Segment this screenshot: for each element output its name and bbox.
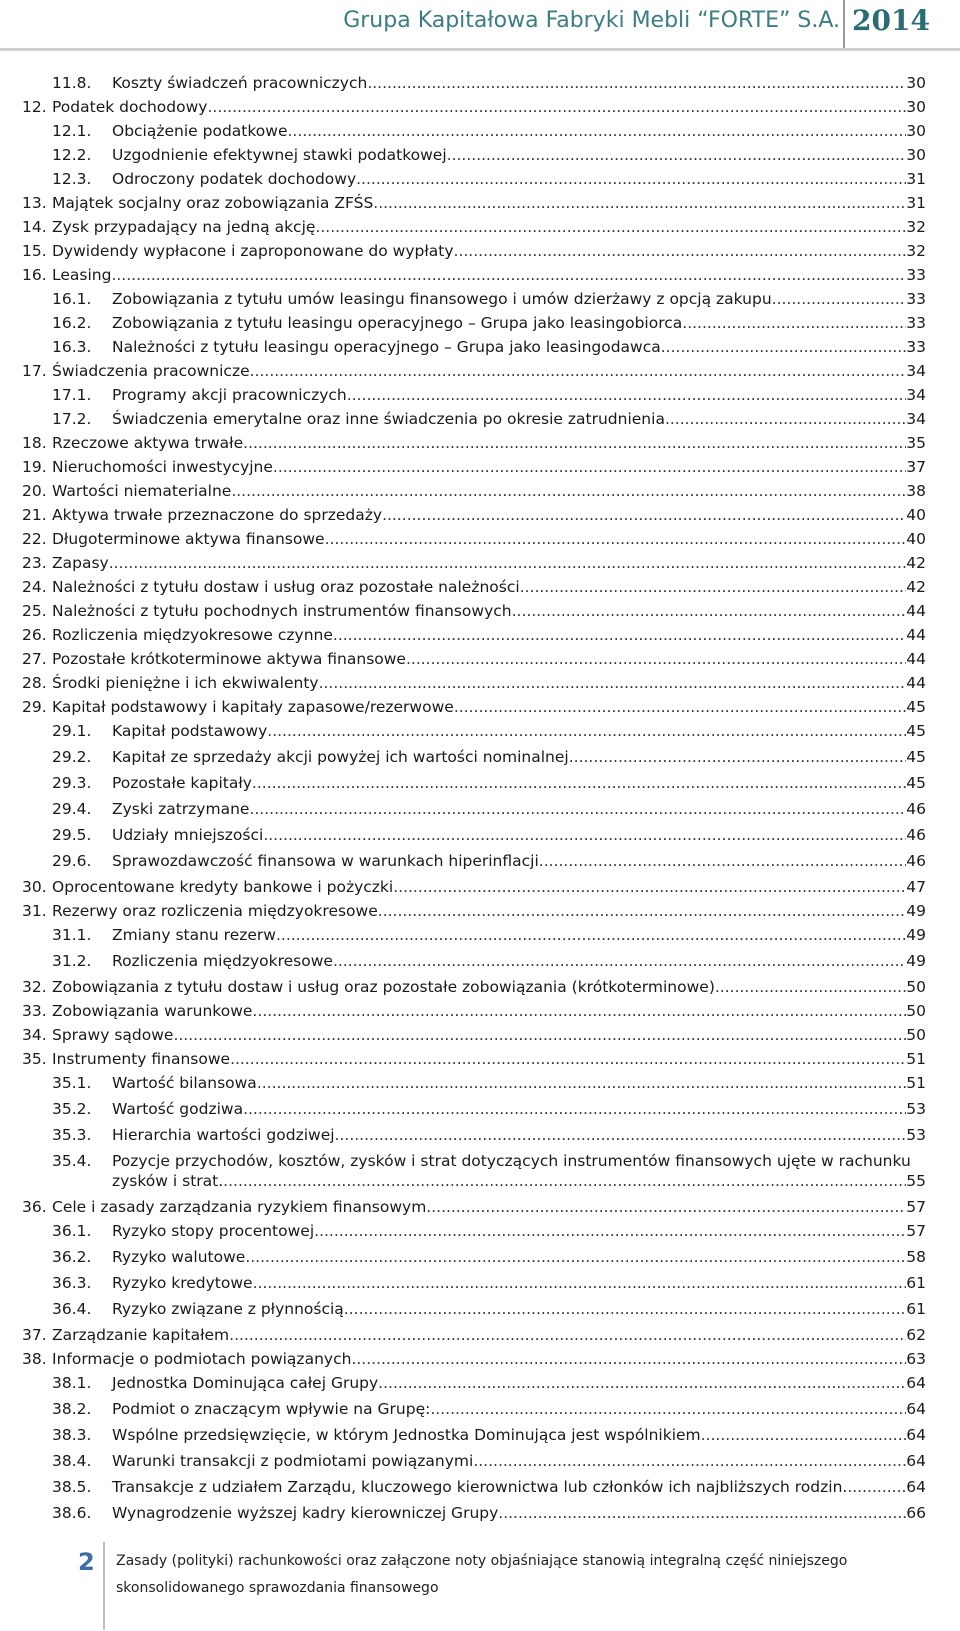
dot-leader [847, 1477, 906, 1497]
toc-entry-number: 38.2. [52, 1400, 92, 1418]
toc-entry-page: 33 [906, 266, 926, 284]
dot-leader [314, 1221, 906, 1241]
toc-entry-number: 12.1. [52, 122, 92, 140]
toc-entry-number: 31. [22, 902, 47, 920]
toc-entry-page: 50 [906, 1002, 926, 1020]
dot-leader [325, 529, 907, 549]
toc-entry-page: 64 [906, 1452, 926, 1470]
dot-leader [252, 773, 906, 793]
toc-entry-number: 27. [22, 650, 47, 668]
toc-entry-number: 29.2. [52, 748, 92, 766]
header-year: 2014 [852, 4, 930, 37]
toc-entry-title: Należności z tytułu pochodnych instrumentów finansowych [52, 602, 512, 620]
dot-leader [252, 1001, 906, 1021]
toc-entry-title: Wynagrodzenie wyższej kadry kierowniczej Grupy [112, 1504, 499, 1522]
toc-entry-title: Wartość godziwa [112, 1100, 244, 1118]
toc-entry-page: 57 [906, 1198, 926, 1216]
toc-entry-title: Transakcje z udziałem Zarządu, kluczowego kierownictwa lub członków ich najbliższych rodzin. [112, 1478, 848, 1496]
toc-entry-page: 34 [906, 410, 926, 428]
toc-entry-title: Rzeczowe aktywa trwałe [52, 434, 244, 452]
toc-entry-page: 64 [906, 1374, 926, 1392]
dot-leader [245, 1247, 906, 1267]
toc-entry-page: 57 [906, 1222, 926, 1240]
toc-entry-page: 45 [906, 748, 926, 766]
toc-entry-number: 16.3. [52, 338, 92, 356]
toc-entry-number: 18. [22, 434, 47, 452]
toc-entry-title: Długoterminowe aktywa finansowe [52, 530, 325, 548]
toc-entry-number: 36. [22, 1198, 47, 1216]
page-footer [0, 1526, 960, 1631]
dot-leader [223, 1171, 906, 1191]
toc-entry-number: 29. [22, 698, 47, 716]
toc-entry-title: Rozliczenia międzyokresowe [112, 952, 333, 970]
footer-divider [103, 1542, 105, 1630]
toc-entry-number: 26. [22, 626, 47, 644]
toc-entry-page: 33 [906, 290, 926, 308]
toc-entry-number: 38.6. [52, 1504, 92, 1522]
toc-entry-number: 37. [22, 1326, 47, 1344]
toc-entry-page: 46 [906, 852, 926, 870]
toc-entry-number: 16.1. [52, 290, 92, 308]
toc-entry-title: Świadczenia emerytalne oraz inne świadczenia po okresie zatrudnienia [112, 410, 665, 428]
toc-entry-number: 11.8. [52, 74, 92, 92]
toc-entry-number: 36.3. [52, 1274, 92, 1292]
toc-entry-title: Rezerwy oraz rozliczenia międzyokresowe [52, 902, 378, 920]
toc-entry-title: Uzgodnienie efektywnej stawki podatkowej [112, 146, 447, 164]
dot-leader [231, 481, 906, 501]
toc-entry-page: 49 [906, 926, 926, 944]
toc-entry-number: 35.3. [52, 1126, 92, 1144]
dot-leader [288, 121, 907, 141]
toc-entry-page: 40 [906, 530, 926, 548]
toc-entry-title: Zmiany stanu rezerw [112, 926, 276, 944]
dot-leader [665, 409, 906, 429]
dot-leader [382, 505, 906, 525]
toc-entry-number: 31.1. [52, 926, 92, 944]
toc-entry-page: 61 [906, 1274, 926, 1292]
dot-leader [772, 289, 907, 309]
toc-entry-page: 37 [906, 458, 926, 476]
toc-entry-title: Ryzyko walutowe [112, 1248, 246, 1266]
dot-leader [333, 625, 906, 645]
toc-entry-title: Pozostałe kapitały [112, 774, 252, 792]
toc-entry-page: 58 [906, 1248, 926, 1266]
toc-entry-page: 51 [906, 1074, 926, 1092]
toc-entry-title: Kapitał ze sprzedaży akcji powyżej ich wartości nominalnej [112, 748, 569, 766]
toc-entry-title: Jednostka Dominująca całej Grupy [112, 1374, 379, 1392]
dot-leader [661, 337, 907, 357]
toc-entry-number: 19. [22, 458, 47, 476]
toc-entry-page: 46 [906, 800, 926, 818]
toc-entry-title: Ryzyko związane z płynnością [112, 1300, 344, 1318]
dot-leader [333, 951, 906, 971]
dot-leader [539, 851, 906, 871]
toc-entry-title: Warunki transakcji z podmiotami powiązanymi [112, 1452, 474, 1470]
toc-entry-number: 29.5. [52, 826, 92, 844]
dot-leader [430, 1399, 906, 1419]
dot-leader [373, 193, 906, 213]
dot-leader [249, 799, 906, 819]
dot-leader [257, 1073, 906, 1093]
dot-leader [111, 265, 906, 285]
dot-leader [267, 721, 906, 741]
page-header [0, 0, 960, 48]
toc-entry-page: 33 [906, 314, 926, 332]
toc-entry-page: 49 [906, 902, 926, 920]
footer-text: Zasady (polityki) rachunkowości oraz załączone noty objaśniające stanowią integralną część niniejszego skonsolidowanego sprawozdania finansowego [116, 1553, 848, 1596]
dot-leader [701, 1425, 907, 1445]
toc-entry-number: 16. [22, 266, 47, 284]
toc-entry-number: 38. [22, 1350, 47, 1368]
toc-entry-number: 35.4. [52, 1152, 92, 1170]
toc-entry-title: Kapitał podstawowy i kapitały zapasowe/rezerwowe [52, 698, 454, 716]
dot-leader [393, 877, 906, 897]
toc-entry-page: 53 [906, 1100, 926, 1118]
toc-entry-page: 30 [906, 98, 926, 116]
dot-leader [682, 313, 906, 333]
toc-entry-number: 29.6. [52, 852, 92, 870]
toc-entry-title: Cele i zasady zarządzania ryzykiem finansowym [52, 1198, 427, 1216]
dot-leader [378, 1373, 906, 1393]
toc-entry-page: 38 [906, 482, 926, 500]
toc-entry-page: 46 [906, 826, 926, 844]
dot-leader [250, 361, 907, 381]
toc-entry-number: 21. [22, 506, 47, 524]
dot-leader [276, 925, 906, 945]
toc-entry-number: 36.2. [52, 1248, 92, 1266]
toc-entry-page: 33 [906, 338, 926, 356]
dot-leader [263, 825, 906, 845]
toc-entry-title: Odroczony podatek dochodowy [112, 170, 357, 188]
toc-entry-title: Hierarchia wartości godziwej [112, 1126, 335, 1144]
dot-leader [230, 1049, 906, 1069]
toc-entry-number: 24. [22, 578, 47, 596]
toc-entry-title: Aktywa trwałe przeznaczone do sprzedaży [52, 506, 383, 524]
toc-entry-title: Wartość bilansowa [112, 1074, 257, 1092]
toc-entry-title: Majątek socjalny oraz zobowiązania ZFŚS [52, 194, 374, 212]
toc-entry-number: 12. [22, 98, 47, 116]
dot-leader [356, 169, 906, 189]
toc-entry-number: 29.4. [52, 800, 92, 818]
toc-entry-title: Udziały mniejszości [112, 826, 264, 844]
toc-entry-page: 32 [906, 218, 926, 236]
toc-entry-page: 35 [906, 434, 926, 452]
toc-entry-page: 30 [906, 122, 926, 140]
toc-entry-title: Zarządzanie kapitałem [52, 1326, 230, 1344]
toc-entry-page: 50 [906, 1026, 926, 1044]
toc-entry-number: 38.4. [52, 1452, 92, 1470]
toc-entry-number: 17.1. [52, 386, 92, 404]
toc-entry-title: Wspólne przedsięwzięcie, w którym Jednostka Dominująca jest wspólnikiem [112, 1426, 701, 1444]
dot-leader [426, 1197, 906, 1217]
dot-leader [315, 217, 906, 237]
toc-entry-title: Ryzyko stopy procentowej [112, 1222, 315, 1240]
dot-leader [335, 1125, 907, 1145]
toc-entry-title: Zobowiązania z tytułu umów leasingu finansowego i umów dzierżawy z opcją zakupu [112, 290, 772, 308]
dot-leader [273, 457, 906, 477]
dot-leader [344, 1299, 906, 1319]
toc-entry-title: Sprawozdawczość finansowa w warunkach hiperinflacji [112, 852, 539, 870]
dot-leader [454, 241, 907, 261]
toc-entry-page: 34 [906, 362, 926, 380]
toc-entry-title: Zysk przypadający na jedną akcję [52, 218, 316, 236]
toc-entry-page: 49 [906, 952, 926, 970]
toc-entry-number: 35.2. [52, 1100, 92, 1118]
toc-entry-number: 12.2. [52, 146, 92, 164]
toc-entry-title: Pozycje przychodów, kosztów, zysków i strat dotyczących instrumentów finansowych ujęte w rachunku [112, 1152, 911, 1170]
toc-entry-title: zysków i strat. [112, 1172, 224, 1190]
toc-entry-page: 53 [906, 1126, 926, 1144]
toc-entry-title: Ryzyko kredytowe [112, 1274, 253, 1292]
toc-entry-title: Leasing [52, 266, 112, 284]
dot-leader [378, 901, 907, 921]
dot-leader [498, 1503, 906, 1523]
dot-leader [243, 433, 906, 453]
toc-entry-number: 35. [22, 1050, 47, 1068]
toc-entry-number: 34. [22, 1026, 47, 1044]
toc-entry-title: Oprocentowane kredyty bankowe i pożyczki [52, 878, 394, 896]
toc-entry-title: Dywidendy wypłacone i zaproponowane do wypłaty [52, 242, 454, 260]
toc-entry-number: 17. [22, 362, 47, 380]
toc-entry-number: 38.3. [52, 1426, 92, 1444]
toc-entry-number: 22. [22, 530, 47, 548]
toc-entry-title: Nieruchomości inwestycyjne [52, 458, 273, 476]
toc-entry-page: 30 [906, 146, 926, 164]
dot-leader [715, 977, 906, 997]
toc-entry-title: Pozostałe krótkoterminowe aktywa finansowe [52, 650, 406, 668]
toc-entry-number: 28. [22, 674, 47, 692]
toc-entry-page: 31 [906, 170, 926, 188]
toc-entry-page: 45 [906, 698, 926, 716]
toc-entry-page: 42 [906, 554, 926, 572]
dot-leader [243, 1099, 906, 1119]
dot-leader [520, 577, 907, 597]
toc-entry-page: 64 [906, 1400, 926, 1418]
toc-entry-number: 29.1. [52, 722, 92, 740]
toc-entry-number: 31.2. [52, 952, 92, 970]
dot-leader [229, 1325, 906, 1345]
dot-leader [512, 601, 907, 621]
toc-entry-page: 61 [906, 1300, 926, 1318]
toc-entry-page: 32 [906, 242, 926, 260]
dot-leader [367, 73, 906, 93]
toc-entry-number: 16.2. [52, 314, 92, 332]
toc-entry-number: 36.1. [52, 1222, 92, 1240]
toc-entry-page: 44 [906, 650, 926, 668]
dot-leader [109, 553, 907, 573]
toc-entry-title: Należności z tytułu dostaw i usług oraz pozostałe należności [52, 578, 520, 596]
dot-leader [473, 1451, 906, 1471]
toc-entry-title: Rozliczenia międzyokresowe czynne [52, 626, 333, 644]
toc-entry-page: 66 [906, 1504, 926, 1522]
toc-entry-page: 44 [906, 626, 926, 644]
toc-entry-title: Sprawy sądowe [52, 1026, 174, 1044]
toc-entry-title: Zobowiązania z tytułu dostaw i usług oraz pozostałe zobowiązania (krótkoterminowe) [52, 978, 715, 996]
toc-entry-page: 64 [906, 1426, 926, 1444]
toc-entry-title: Obciążenie podatkowe [112, 122, 288, 140]
toc-entry-page: 40 [906, 506, 926, 524]
toc-entry-title: Zyski zatrzymane [112, 800, 250, 818]
toc-entry-number: 35.1. [52, 1074, 92, 1092]
toc-entry-title: Środki pieniężne i ich ekwiwalenty [52, 674, 319, 692]
toc-entry-page: 50 [906, 978, 926, 996]
toc-entry-page: 63 [906, 1350, 926, 1368]
toc-entry-title: Należności z tytułu leasingu operacyjnego – Grupa jako leasingodawca [112, 338, 661, 356]
toc-entry-title: Programy akcji pracowniczych [112, 386, 347, 404]
toc-entry-page: 31 [906, 194, 926, 212]
dot-leader [173, 1025, 906, 1045]
toc-entry-number: 12.3. [52, 170, 92, 188]
header-divider [843, 0, 845, 48]
toc-entry-number: 25. [22, 602, 47, 620]
toc-entry-title: Świadczenia pracownicze [52, 362, 250, 380]
dot-leader [454, 697, 906, 717]
dot-leader [347, 385, 907, 405]
toc-entry-title: Informacje o podmiotach powiązanych [52, 1350, 352, 1368]
toc-entry-page: 34 [906, 386, 926, 404]
toc-entry-number: 38.5. [52, 1478, 92, 1496]
toc-entry-number: 15. [22, 242, 47, 260]
toc-entry-title: Kapitał podstawowy [112, 722, 268, 740]
toc-entry-title: Instrumenty finansowe [52, 1050, 231, 1068]
dot-leader [447, 145, 907, 165]
dot-leader [253, 1273, 907, 1293]
toc-entry-page: 45 [906, 774, 926, 792]
toc-entry-page: 44 [906, 602, 926, 620]
toc-entry-number: 14. [22, 218, 47, 236]
toc-entry-title: Zapasy [52, 554, 109, 572]
toc-entry-page: 30 [906, 74, 926, 92]
toc-entry-number: 38.1. [52, 1374, 92, 1392]
toc-entry-page: 55 [906, 1172, 926, 1190]
toc-entry-title: Koszty świadczeń pracowniczych [112, 74, 368, 92]
dot-leader [569, 747, 907, 767]
header-title: Grupa Kapitałowa Fabryki Mebli “FORTE” S.A. [343, 8, 840, 33]
toc-entry-number: 23. [22, 554, 47, 572]
toc-entry-number: 30. [22, 878, 47, 896]
toc-entry-page: 47 [906, 878, 926, 896]
toc-entry-page: 44 [906, 674, 926, 692]
footer-page-number: 2 [78, 1548, 95, 1576]
dot-leader [319, 673, 907, 693]
toc-entry-title: Podmiot o znaczącym wpływie na Grupę: [112, 1400, 431, 1418]
toc-entry-page: 62 [906, 1326, 926, 1344]
toc-entry-number: 13. [22, 194, 47, 212]
toc-entry-number: 32. [22, 978, 47, 996]
toc-entry-number: 29.3. [52, 774, 92, 792]
toc-entry-page: 42 [906, 578, 926, 596]
toc-entry-title: Wartości niematerialne [52, 482, 232, 500]
toc-entry-number: 33. [22, 1002, 47, 1020]
header-rule [0, 48, 960, 51]
toc-entry-number: 17.2. [52, 410, 92, 428]
dot-leader [406, 649, 906, 669]
toc-entry-title: Zobowiązania warunkowe [52, 1002, 253, 1020]
dot-leader [351, 1349, 906, 1369]
dot-leader [207, 97, 906, 117]
toc-entry-number: 36.4. [52, 1300, 92, 1318]
toc-entry-page: 45 [906, 722, 926, 740]
toc-entry-number: 20. [22, 482, 47, 500]
toc-entry-page: 51 [906, 1050, 926, 1068]
toc-entry-title: Zobowiązania z tytułu leasingu operacyjnego – Grupa jako leasingobiorca [112, 314, 683, 332]
toc-entry-title: Podatek dochodowy [52, 98, 208, 116]
toc-entry-page: 64 [906, 1478, 926, 1496]
